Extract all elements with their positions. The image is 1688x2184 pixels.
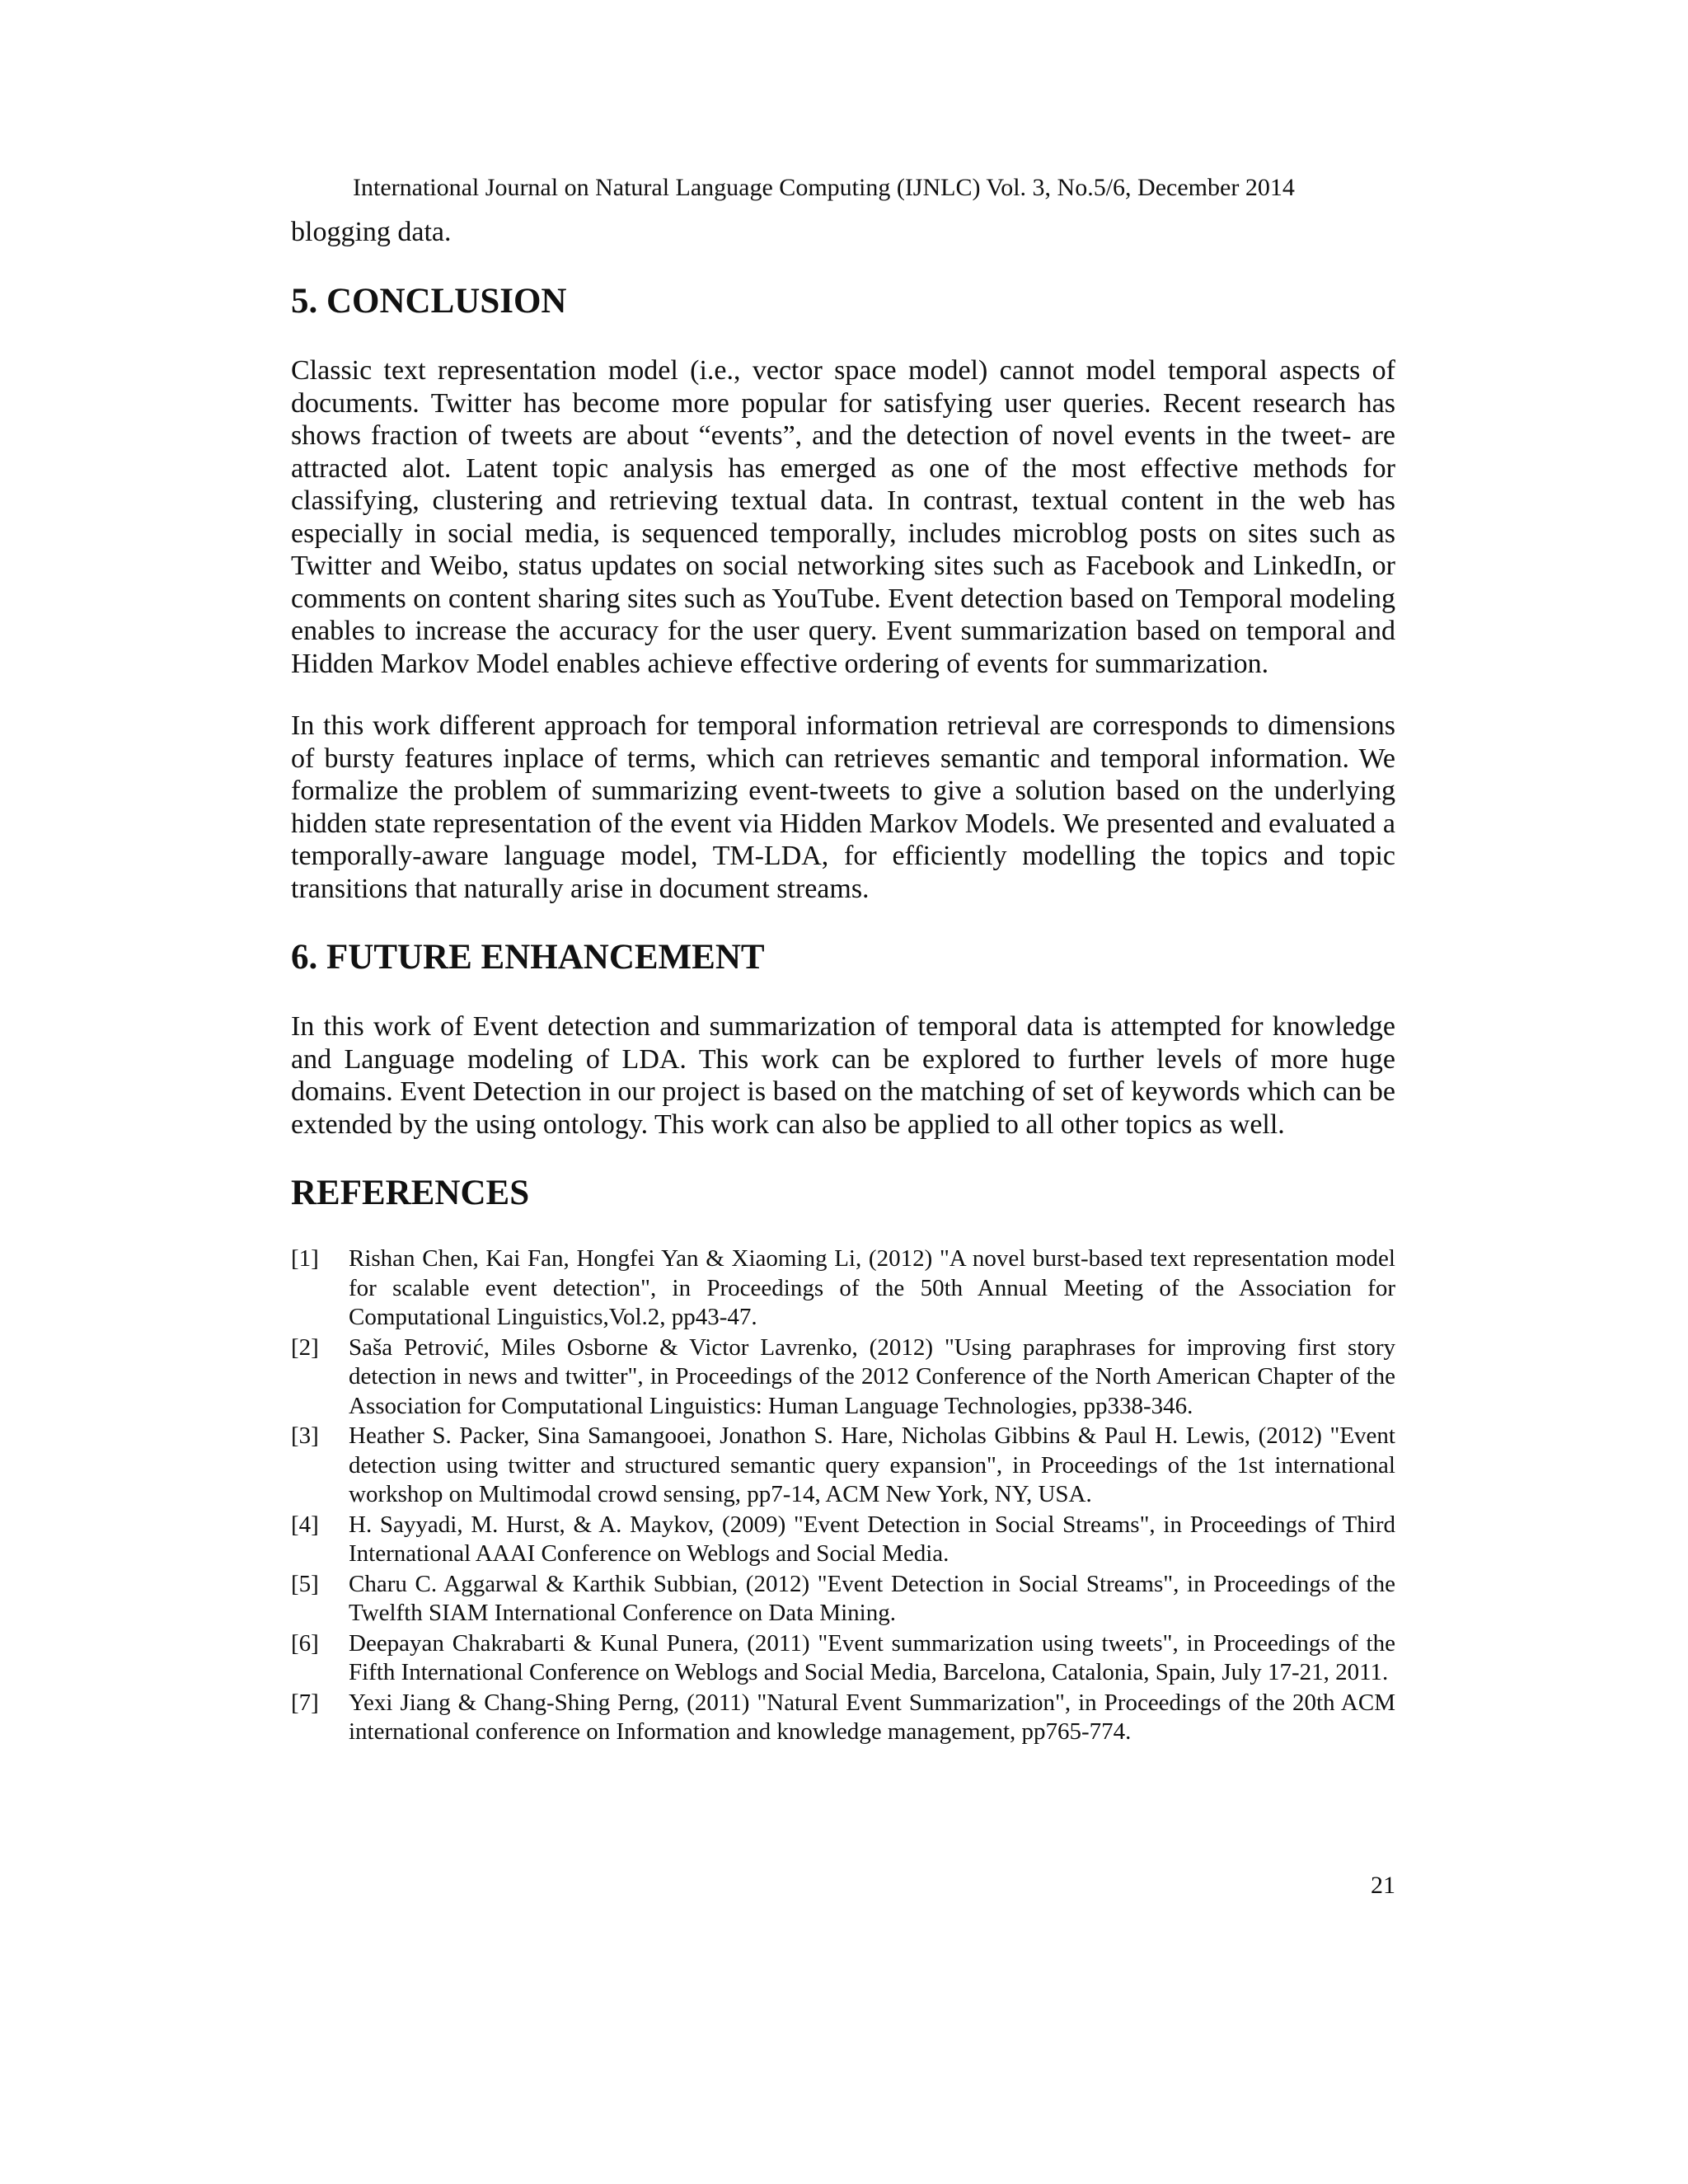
reference-item-5 — [291, 1570, 1395, 1629]
reference-list — [291, 1244, 1395, 1747]
reference-number: [1] — [291, 1245, 319, 1272]
running-header: International Journal on Natural Language Computing (IJNLC) Vol. 3, No.5/6, December 2014 — [353, 174, 1295, 201]
conclusion-heading: 5. CONCLUSION — [291, 282, 567, 321]
reference-item-2 — [291, 1333, 1395, 1422]
reference-text: H. Sayyadi, M. Hurst, & A. Maykov, (2009) "Event Detection in Social Streams", in Proceedings of Third International AAAI Conference on Weblogs and Social Media. — [349, 1511, 1395, 1567]
reference-item-3 — [291, 1422, 1395, 1510]
page-number: 21 — [1371, 1872, 1395, 1899]
reference-text: Heather S. Packer, Sina Samangooei, Jonathon S. Hare, Nicholas Gibbins & Paul H. Lewis, (2012) "Event detection using twitter and structured semantic query expansion", in Proceedings of the 1st international workshop on Multimodal crowd sensing, pp7-14, ACM New York, NY, USA. — [349, 1422, 1395, 1507]
future-enhancement-paragraph: In this work of Event detection and summarization of temporal data is attempted for knowledge and Language modeling of LDA. This work can be explored to further levels of more huge domains. Event Detection in our project is based on the matching of set of keywords which can be extended by the using ontology. This work can also be applied to all other topics as well. — [291, 1011, 1395, 1140]
reference-item-4 — [291, 1511, 1395, 1569]
carryover-text: blogging data. — [291, 217, 452, 247]
reference-number: [3] — [291, 1422, 319, 1449]
reference-number: [5] — [291, 1570, 319, 1597]
reference-number: [6] — [291, 1629, 319, 1657]
future-enhancement-heading: 6. FUTURE ENHANCEMENT — [291, 938, 765, 977]
reference-item-6 — [291, 1629, 1395, 1688]
reference-item-1 — [291, 1244, 1395, 1333]
reference-number: [4] — [291, 1511, 319, 1538]
reference-text: Deepayan Chakrabarti & Kunal Punera, (2011) "Event summarization using tweets", in Proceedings of the Fifth International Conference on Weblogs and Social Media, Barcelona, Catalonia, Spain, July 17-21, 2011. — [349, 1629, 1395, 1685]
conclusion-paragraph-1: Classic text representation model (i.e., vector space model) cannot model temporal aspects of documents. Twitter has become more popular for satisfying user queries. Recent research has shows fraction of tweets are about “events”, and the detection of novel events in the tweet- are attracted alot. Latent topic analysis has emerged as one of the most effective methods for classifying, clustering and retrieving textual data. In contrast, textual content in the web has especially in social media, is sequenced temporally, includes microblog posts on sites such as Twitter and Weibo, status updates on social networking sites such as Facebook and LinkedIn, or comments on content sharing sites such as YouTube. Event detection based on Temporal modeling enables to increase the accuracy for the user query. Event summarization based on temporal and Hidden Markov Model enables achieve effective ordering of events for summarization. — [291, 355, 1395, 679]
reference-text: Saša Petrović, Miles Osborne & Victor Lavrenko, (2012) "Using paraphrases for improving first story detection in news and twitter", in Proceedings of the 2012 Conference of the North American Chapter of the Association for Computational Linguistics: Human Language Technologies, pp338-346. — [349, 1333, 1395, 1419]
page-content — [291, 216, 1395, 1748]
reference-text: Yexi Jiang & Chang-Shing Perng, (2011) "Natural Event Summarization", in Proceedings of the 20th ACM international conference on Information and knowledge management, pp765-774. — [349, 1689, 1395, 1745]
reference-number: [7] — [291, 1689, 319, 1716]
reference-text: Rishan Chen, Kai Fan, Hongfei Yan & Xiaoming Li, (2012) "A novel burst-based text representation model for scalable event detection", in Proceedings of the 50th Annual Meeting of the Association for Computational Linguistics,Vol.2, pp43-47. — [349, 1245, 1395, 1330]
reference-text: Charu C. Aggarwal & Karthik Subbian, (2012) "Event Detection in Social Streams", in Proceedings of the Twelfth SIAM International Conference on Data Mining. — [349, 1570, 1395, 1626]
conclusion-paragraph-2: In this work different approach for temporal information retrieval are corresponds to dimensions of bursty features inplace of terms, which can retrieves semantic and temporal information. We formalize the problem of summarizing event-tweets to give a solution based on the underlying hidden state representation of the event via Hidden Markov Models. We presented and evaluated a temporally-aware language model, TM-LDA, for efficiently modelling the topics and topic transitions that naturally arise in document streams. — [291, 710, 1395, 904]
references-heading: REFERENCES — [291, 1174, 530, 1212]
reference-number: [2] — [291, 1333, 319, 1361]
reference-item-7 — [291, 1689, 1395, 1747]
